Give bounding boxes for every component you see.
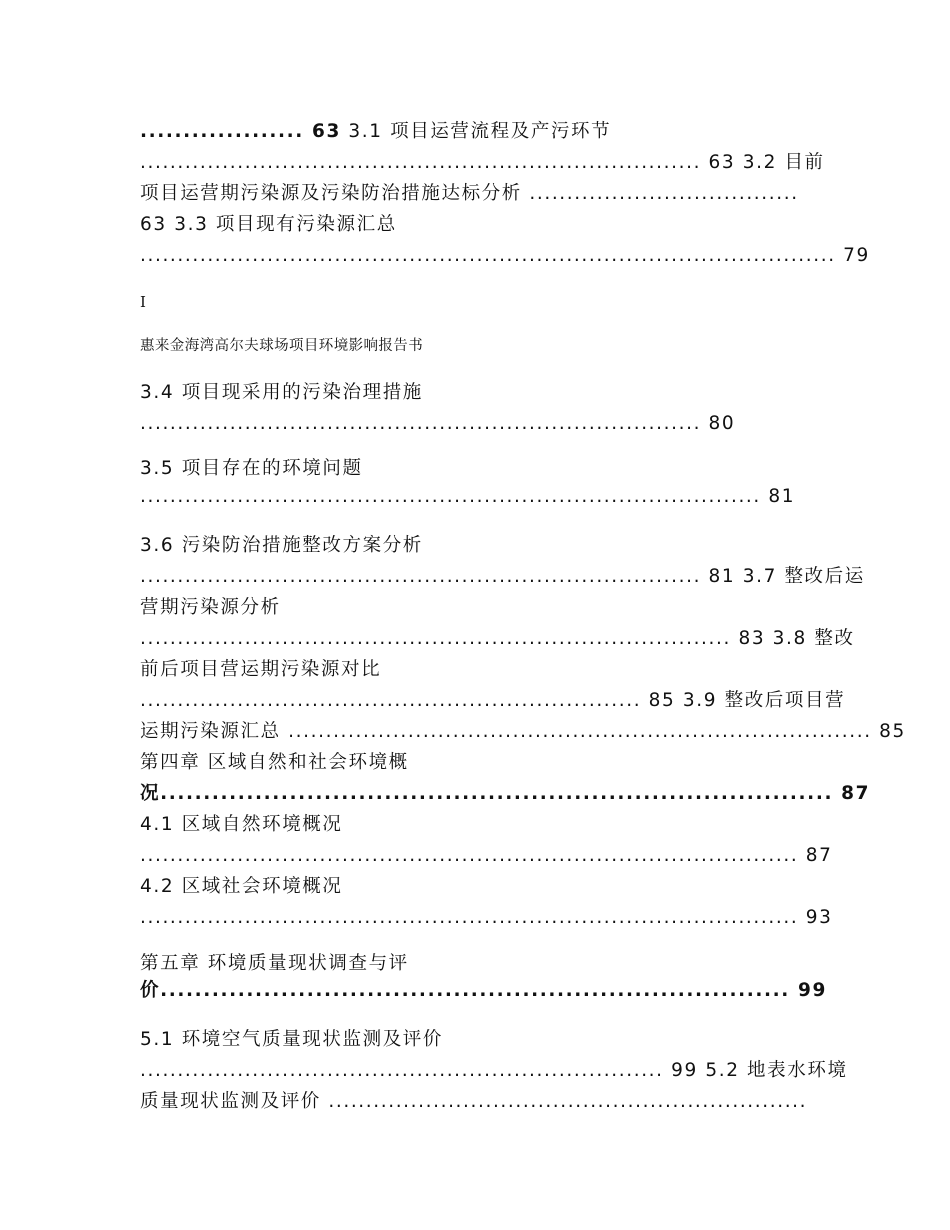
toc-line: 项目运营期污染源及污染防治措施达标分析 .................................... xyxy=(140,183,799,204)
toc-line xyxy=(140,120,611,144)
toc-line: ................................................................... 85 3.9 整改后项目营 xyxy=(140,690,846,711)
toc-line: ........................................................................... 81 3.7 整改后运 xyxy=(140,566,865,587)
toc-line: 3.5 项目存在的环境问题 xyxy=(140,458,363,479)
toc-dots-bold: ................... xyxy=(140,121,312,142)
toc-line: 4.1 区域自然环境概况 xyxy=(140,814,343,835)
toc-line: 质量现状监测及评价 ................................................................ xyxy=(140,1091,808,1112)
toc-line: ........................................................................... 80 xyxy=(140,413,736,434)
toc-line: 营期污染源分析 xyxy=(140,597,281,618)
toc-line: ............................................................................................. 79 xyxy=(140,245,870,266)
toc-line: 前后项目营运期污染源对比 xyxy=(140,659,382,680)
toc-line: 5.1 环境空气质量现状监测及评价 xyxy=(140,1029,444,1050)
toc-line: ........................................................................................ 87 xyxy=(140,845,833,866)
page-roman-numeral: I xyxy=(140,293,146,311)
toc-chapter-heading: 第五章 环境质量现状调查与评 xyxy=(140,953,409,974)
toc-line: ............................................................................... 83 3.8 整改 xyxy=(140,628,855,649)
toc-line: ...................................................................... 99 5.2 地表水环境 xyxy=(140,1060,848,1081)
toc-chapter-heading: 第四章 区域自然和社会环境概 xyxy=(140,752,409,773)
toc-line: ........................................................................... 63 3.2 目前 xyxy=(140,152,825,173)
toc-line: 3.6 污染防治措施整改方案分析 xyxy=(140,535,423,556)
toc-page-number: 63 xyxy=(311,121,341,142)
toc-line: 运期污染源汇总 .............................................................................. 85 xyxy=(140,721,906,742)
toc-line: 63 3.3 项目现有污染源汇总 xyxy=(140,214,397,235)
running-header: 惠来金海湾高尔夫球场项目环境影响报告书 xyxy=(140,338,424,354)
toc-line: ........................................................................................ 93 xyxy=(140,907,833,928)
toc-line: 3.4 项目现采用的污染治理措施 xyxy=(140,382,423,403)
toc-line: ................................................................................... 81 xyxy=(140,486,796,507)
toc-chapter-line: 况.............................................................................. 87 xyxy=(140,783,871,804)
toc-chapter-line: 价......................................................................... 99 xyxy=(140,980,827,1001)
toc-line: 4.2 区域社会环境概况 xyxy=(140,876,343,897)
toc-entry-text: 3.1 项目运营流程及产污环节 xyxy=(340,121,612,142)
